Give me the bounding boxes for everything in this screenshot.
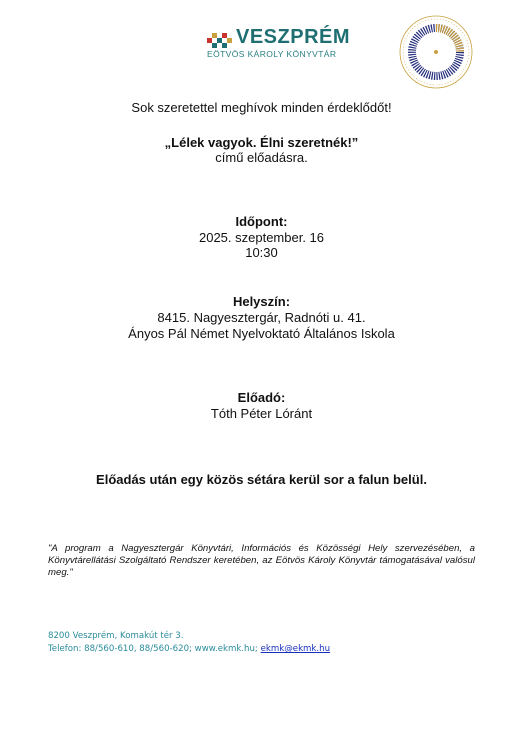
location-venue: Ányos Pál Német Nyelvoktató Általános Iskola xyxy=(128,326,395,341)
sponsorship-note: "A program a Nagyesztergár Könyvtári, Információs és Közösségi Hely szervezésében, a Könyvtárellátási Szolgáltató Rendszer keretében, az Eötvös Károly Könyvtár támogatásával valósul meg." xyxy=(48,543,475,578)
footer-email-link[interactable]: ekmk@ekmk.hu xyxy=(260,644,331,654)
greeting: Sok szeretettel meghívok minden érdeklődőt! xyxy=(131,100,392,115)
logo-subtitle: EÖTVÖS KÁROLY KÖNYVTÁR xyxy=(207,49,337,59)
presenter-label: Előadó: xyxy=(237,390,286,405)
footer-address: 8200 Veszprém, Komakút tér 3. xyxy=(48,631,184,641)
presenter-name: Tóth Péter Lóránt xyxy=(210,406,313,421)
lecture-title: „Lélek vagyok. Élni szeretnék!” xyxy=(164,135,359,150)
library-logo-icon xyxy=(207,30,235,48)
footer-phones-web: Telefon: 88/560-610, 88/560-620; www.ekmk.hu; xyxy=(48,644,258,654)
event-date: 2025. szeptember. 16 xyxy=(198,230,325,245)
event-time: 10:30 xyxy=(245,245,278,260)
time-label: Időpont: xyxy=(235,214,288,229)
logo-title: VESZPRÉM xyxy=(236,26,351,48)
footer-contact xyxy=(48,644,330,654)
lecture-title-suffix: című előadásra. xyxy=(215,150,308,165)
location-address: 8415. Nagyesztergár, Radnóti u. 41. xyxy=(157,310,366,325)
location-label: Helyszín: xyxy=(232,294,291,309)
walk-announcement: Előadás után egy közös sétára kerül sor a falun belül. xyxy=(96,472,427,487)
seal-emblem-icon xyxy=(398,14,474,90)
